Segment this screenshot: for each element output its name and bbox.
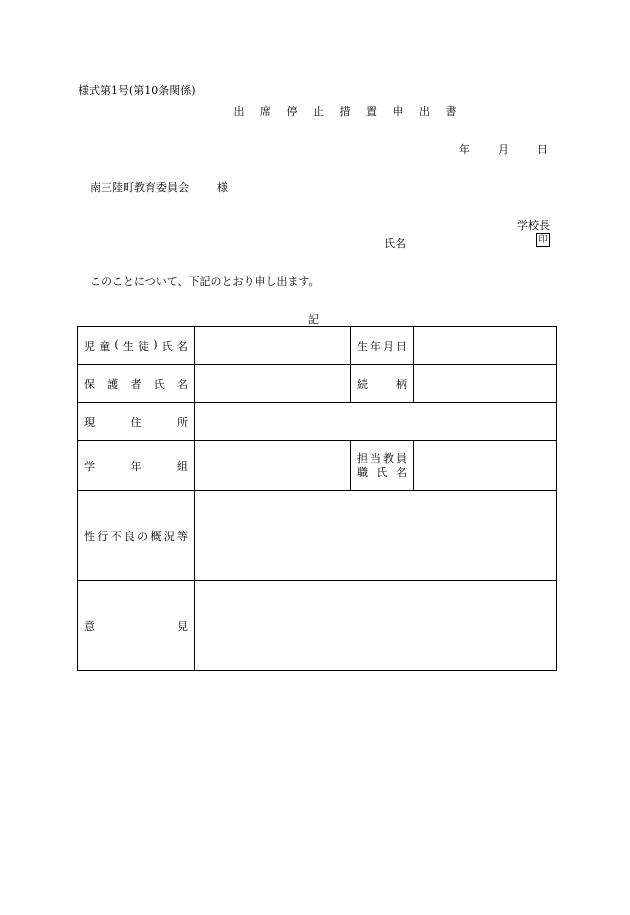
label-address (78, 403, 195, 441)
label-char: 柄 (396, 377, 407, 391)
label-char: 学 (84, 459, 95, 473)
addressee (90, 179, 228, 195)
label-char: 生 (122, 339, 134, 353)
label-char: 氏 (161, 339, 173, 353)
label-char: 概 (150, 529, 162, 543)
label-char: 徒 (138, 339, 150, 353)
label-grade (78, 441, 195, 491)
date-day: 日 (537, 143, 548, 156)
field-conduct[interactable] (195, 491, 557, 581)
label-char: 名 (177, 377, 188, 391)
title-char: 席 (260, 105, 271, 118)
record-table (77, 326, 557, 671)
label-student-name (78, 327, 195, 365)
label-char: 護 (107, 377, 119, 391)
date-year: 年 (459, 143, 470, 156)
label-char: 生 (357, 339, 368, 353)
label-char: ) (153, 337, 158, 351)
label-char: 所 (177, 415, 188, 429)
field-opinion[interactable] (195, 581, 557, 671)
principal-title: 学校長 (517, 219, 550, 232)
label-char: 続 (357, 377, 368, 391)
label-char: 名 (176, 339, 188, 353)
title-char: 出 (233, 105, 245, 118)
label-char: 職 (357, 465, 368, 479)
label-char: 行 (97, 529, 109, 543)
title-char: 書 (445, 105, 457, 118)
field-birthdate[interactable] (414, 327, 557, 365)
title-char: 止 (313, 105, 324, 118)
field-relation[interactable] (414, 365, 557, 403)
label-char: 氏 (153, 377, 165, 391)
label-char: 名 (396, 465, 407, 479)
label-char: 氏 (376, 465, 388, 479)
label-char: 現 (84, 415, 95, 429)
label-char: 住 (130, 415, 142, 429)
label-relation (351, 365, 414, 403)
label-char: 年 (130, 459, 142, 473)
addressee-name: 南三陸町教育委員会 (90, 181, 189, 194)
form-number: 様式第1号(第10条関係) (78, 84, 196, 97)
label-char: 見 (177, 619, 188, 633)
label-conduct (78, 491, 195, 581)
row-grade (78, 441, 557, 491)
label-opinion (78, 581, 195, 671)
label-birthdate (351, 327, 414, 365)
label-char: 員 (396, 451, 407, 465)
title-char: 置 (366, 105, 377, 118)
label-char: 童 (99, 339, 111, 353)
label-char: 児 (84, 339, 95, 353)
label-char: 日 (396, 339, 407, 353)
intro-text: このことについて、下記のとおり申し出ます。 (90, 275, 320, 288)
label-char: 教 (383, 451, 394, 465)
label-char: の (137, 529, 149, 543)
label-char: 当 (370, 451, 381, 465)
ki-label: 記 (308, 313, 319, 326)
label-char: 月 (383, 339, 394, 353)
label-char: 意 (84, 619, 95, 633)
row-address (78, 403, 557, 441)
title-char: 停 (286, 105, 298, 118)
label-char: 性 (84, 529, 95, 543)
title-char: 出 (419, 105, 430, 118)
label-char: 況 (163, 529, 175, 543)
label-char: 者 (130, 377, 142, 391)
label-char: 良 (123, 529, 135, 543)
name-label: 氏名 (384, 237, 406, 250)
label-char: 不 (110, 529, 122, 543)
field-address[interactable] (195, 403, 557, 441)
label-char: 等 (176, 529, 188, 543)
label-char: 保 (84, 377, 95, 391)
label-char: 組 (177, 459, 188, 473)
row-student (78, 327, 557, 365)
row-opinion (78, 581, 557, 671)
label-char: 年 (370, 339, 381, 353)
date-line (459, 141, 548, 157)
title-char: 措 (339, 105, 351, 118)
field-guardian[interactable] (195, 365, 351, 403)
label-teacher (351, 441, 414, 491)
label-char: ( (114, 337, 119, 351)
field-teacher[interactable] (414, 441, 557, 491)
document-title (0, 103, 630, 119)
field-grade[interactable] (195, 441, 351, 491)
label-guardian (78, 365, 195, 403)
label-char: 担 (357, 451, 368, 465)
field-student-name[interactable] (195, 327, 351, 365)
date-month: 月 (498, 143, 509, 156)
seal-mark: 印 (536, 233, 550, 247)
row-guardian (78, 365, 557, 403)
addressee-honorific: 様 (217, 181, 228, 194)
row-conduct (78, 491, 557, 581)
title-char: 申 (392, 105, 404, 118)
